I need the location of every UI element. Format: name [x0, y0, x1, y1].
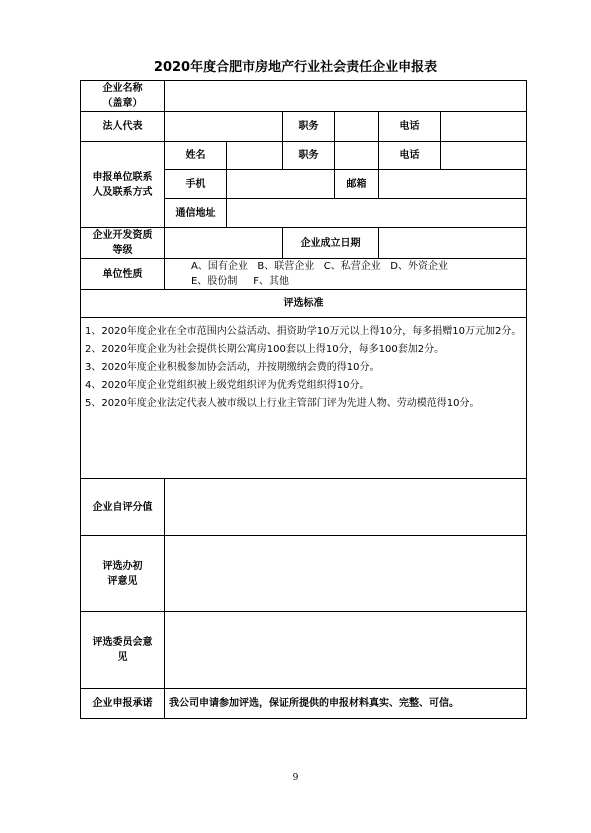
criteria-list: [81, 318, 527, 479]
contact-phone-label: 电话: [379, 142, 441, 170]
contact-position-label: 职务: [283, 142, 335, 170]
page-title: 2020年度合肥市房地产行业社会责任企业申报表: [153, 60, 438, 75]
dev-qualification-field[interactable]: [165, 228, 283, 259]
company-name-label: 企业名称 （盖章）: [81, 81, 165, 112]
legal-rep-position-label: 职务: [283, 112, 335, 142]
contact-name-field[interactable]: [227, 142, 283, 170]
contact-email-field[interactable]: [379, 170, 527, 199]
company-name-field[interactable]: [165, 81, 527, 112]
prelim-opinion-field[interactable]: [165, 536, 527, 612]
self-score-label: 企业自评分值: [81, 479, 165, 536]
contact-name-label: 姓名: [165, 142, 227, 170]
nature-options[interactable]: [165, 259, 527, 290]
nature-options-line1: A、国有企业 B、联营企业 C、私营企业 D、外资企业: [191, 261, 448, 272]
application-form: [80, 80, 527, 719]
dev-qualification-label: 企业开发资质等级: [81, 228, 165, 259]
legal-rep-phone-label: 电话: [379, 112, 441, 142]
pledge-text: 我公司申请参加评选，保证所提供的申报材料真实、完整、可信。: [165, 689, 527, 719]
established-date-label: 企业成立日期: [283, 228, 379, 259]
legal-rep-position-field[interactable]: [335, 112, 379, 142]
legal-rep-field[interactable]: [165, 112, 283, 142]
contact-group-label: 申报单位联系人及联系方式: [81, 142, 165, 228]
criteria-item: 2、2020年度企业为社会提供长期公寓房100套以上得10分，每多100套加2分。: [85, 344, 445, 355]
criteria-item: 5、2020年度企业法定代表人被市级以上行业主管部门评为先进人物、劳动模范得10分。: [85, 398, 480, 409]
prelim-opinion-label: 评选办初评意见: [81, 536, 165, 612]
committee-opinion-label: 评选委员会意见: [81, 612, 165, 689]
criteria-item: 4、2020年度企业党组织被上级党组织评为优秀党组织得10分。: [85, 380, 370, 391]
self-score-field[interactable]: [165, 479, 527, 536]
legal-rep-phone-field[interactable]: [441, 112, 527, 142]
criteria-item: 1、2020年度企业在全市范围内公益活动、捐资助学10万元以上得10分，每多捐赠10万元加2分。: [85, 326, 522, 337]
contact-phone-field[interactable]: [441, 142, 527, 170]
committee-opinion-field[interactable]: [165, 612, 527, 689]
contact-mobile-label: 手机: [165, 170, 227, 199]
contact-mobile-field[interactable]: [227, 170, 335, 199]
legal-rep-label: 法人代表: [81, 112, 165, 142]
page-number: 9: [292, 773, 299, 783]
contact-address-label: 通信地址: [165, 199, 227, 228]
established-date-field[interactable]: [379, 228, 527, 259]
contact-email-label: 邮箱: [335, 170, 379, 199]
criteria-header: 评选标准: [81, 290, 527, 318]
contact-position-field[interactable]: [335, 142, 379, 170]
contact-address-field[interactable]: [227, 199, 527, 228]
pledge-label: 企业申报承诺: [81, 689, 165, 719]
nature-options-line2: E、股份制 F、其他: [191, 276, 289, 287]
criteria-item: 3、2020年度企业积极参加协会活动，并按期缴纳会费的得10分。: [85, 362, 380, 373]
nature-label: 单位性质: [81, 259, 165, 290]
